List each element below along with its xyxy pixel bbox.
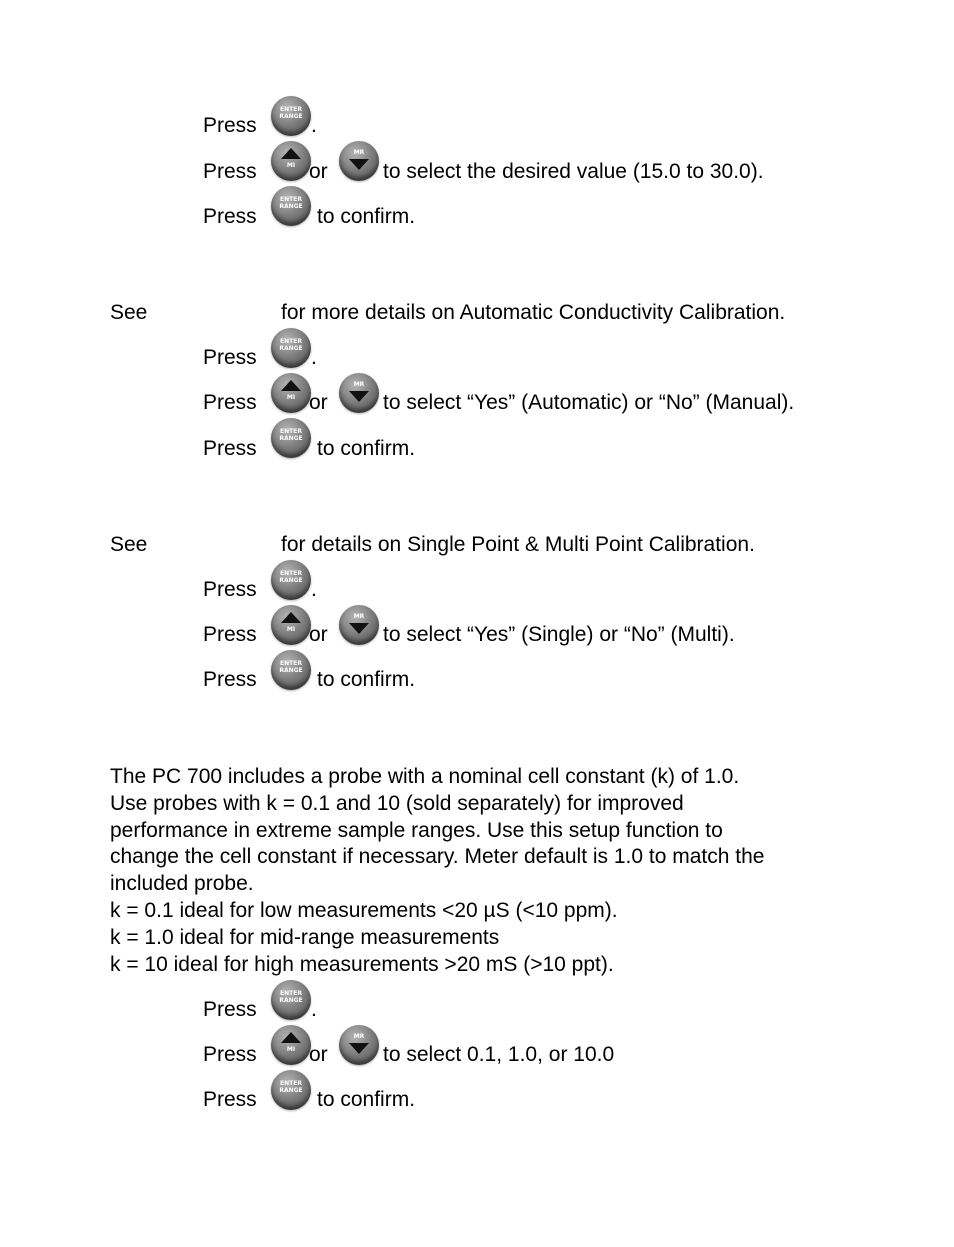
press-label: Press [203, 160, 257, 183]
or-label: or [309, 160, 328, 183]
enter-range-button[interactable]: ENTER RANGE [271, 96, 311, 136]
enter-range-button[interactable]: ENTER RANGE [271, 1070, 311, 1110]
select-instruction: to select 0.1, 1.0, or 10.0 [383, 1043, 615, 1066]
press-label: Press [203, 1088, 257, 1111]
enter-range-button[interactable]: ENTER RANGE [271, 328, 311, 368]
press-label: Press [203, 437, 257, 460]
enter-range-button[interactable]: ENTER RANGE [271, 560, 311, 600]
up-mi-button[interactable]: MI [271, 605, 311, 645]
paragraph-line: The PC 700 includes a probe with a nominal cell constant (k) of 1.0. [110, 765, 740, 788]
press-label: Press [203, 114, 257, 137]
down-mr-button[interactable]: MR [339, 373, 379, 413]
confirm-text: to confirm. [317, 668, 416, 691]
see-reference-text: for more details on Automatic Conductivity Calibration. [281, 301, 786, 324]
confirm-text: to confirm. [317, 205, 416, 228]
confirm-text: to confirm. [317, 437, 416, 460]
press-label: Press [203, 578, 257, 601]
see-label: See [110, 301, 148, 324]
arrow-down-icon [349, 159, 369, 170]
select-instruction: to select the desired value (15.0 to 30.0). [383, 160, 764, 183]
press-label: Press [203, 1043, 257, 1066]
enter-range-button[interactable]: ENTER RANGE [271, 418, 311, 458]
select-instruction: to select “Yes” (Automatic) or “No” (Manual). [383, 391, 795, 414]
arrow-down-icon [349, 1043, 369, 1054]
down-mr-button[interactable]: MR [339, 605, 379, 645]
paragraph-line: performance in extreme sample ranges. Use this setup function to [110, 819, 723, 842]
paragraph-line: included probe. [110, 872, 254, 895]
period: . [311, 998, 317, 1021]
up-mi-button[interactable]: MI [271, 141, 311, 181]
press-label: Press [203, 346, 257, 369]
or-label: or [309, 1043, 328, 1066]
enter-range-button[interactable]: ENTER RANGE [271, 186, 311, 226]
period: . [311, 346, 317, 369]
press-label: Press [203, 205, 257, 228]
press-label: Press [203, 391, 257, 414]
arrow-up-icon [281, 148, 301, 159]
down-mr-button[interactable]: MR [339, 1025, 379, 1065]
paragraph-line: Use probes with k = 0.1 and 10 (sold separately) for improved [110, 792, 684, 815]
or-label: or [309, 623, 328, 646]
enter-range-button[interactable]: ENTER RANGE [271, 650, 311, 690]
press-label: Press [203, 623, 257, 646]
arrow-up-icon [281, 380, 301, 391]
see-reference-text: for details on Single Point & Multi Point Calibration. [281, 533, 755, 556]
arrow-down-icon [349, 623, 369, 634]
enter-range-button[interactable]: ENTER RANGE [271, 980, 311, 1020]
press-label: Press [203, 998, 257, 1021]
select-instruction: to select “Yes” (Single) or “No” (Multi). [383, 623, 735, 646]
up-mi-button[interactable]: MI [271, 373, 311, 413]
confirm-text: to confirm. [317, 1088, 416, 1111]
period: . [311, 578, 317, 601]
paragraph-line: change the cell constant if necessary. Meter default is 1.0 to match the [110, 845, 765, 868]
arrow-up-icon [281, 612, 301, 623]
up-mi-button[interactable]: MI [271, 1025, 311, 1065]
k-high-line: k = 10 ideal for high measurements >20 mS (>10 ppt). [110, 953, 614, 976]
arrow-down-icon [349, 391, 369, 402]
press-label: Press [203, 668, 257, 691]
or-label: or [309, 391, 328, 414]
period: . [311, 114, 317, 137]
see-label: See [110, 533, 148, 556]
arrow-up-icon [281, 1032, 301, 1043]
k-mid-line: k = 1.0 ideal for mid-range measurements [110, 926, 500, 949]
k-low-line: k = 0.1 ideal for low measurements <20 µS (<10 ppm). [110, 899, 618, 922]
down-mr-button[interactable]: MR [339, 141, 379, 181]
